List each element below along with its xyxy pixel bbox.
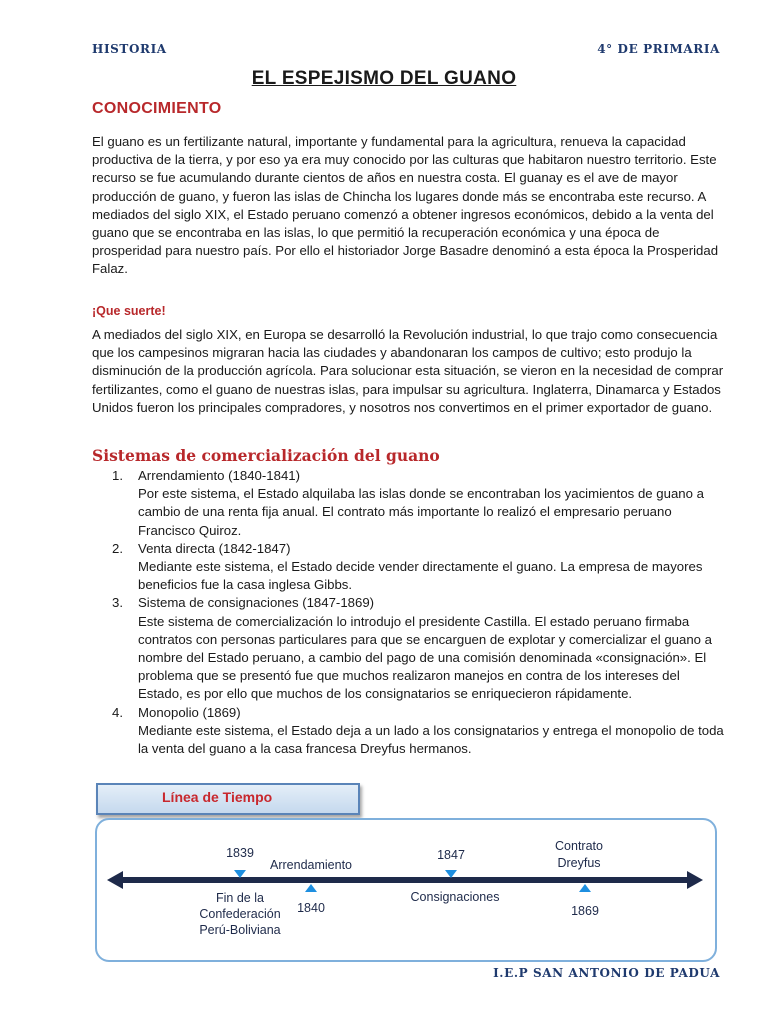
- list-item-number: 2.: [112, 540, 123, 556]
- systems-list: [112, 467, 726, 758]
- list-item: [112, 594, 726, 703]
- label-confederacion: Confederación: [199, 907, 281, 921]
- list-item-text: Mediante este sistema, el Estado decide vender directamente el guano. La empresa de mayores beneficios fue la casa inglesa Gibbs.: [138, 559, 703, 593]
- page-title: EL ESPEJISMO DEL GUANO: [251, 68, 517, 89]
- list-item-title: Venta directa (1842-1847): [138, 540, 291, 556]
- label-arrendamiento: Arrendamiento: [270, 858, 352, 872]
- year-1839: 1839: [226, 846, 254, 860]
- list-item-title: Monopolio (1869): [138, 704, 241, 720]
- timeline-arrow-left: [107, 871, 123, 889]
- timeline-panel: [95, 818, 717, 962]
- label-dreyfus: Dreyfus: [557, 856, 601, 870]
- timeline-arrow-right: [687, 871, 703, 889]
- intro-paragraph: El guano es un fertilizante natural, importante y fundamental para la agricultura, renueva la capacidad productiva de la tierra, y por eso ya era muy conocido por las culturas que habitaron nuestro territorio. Este recurso se fue acumulando durante cientos de años en nuestra costa. El guanay es el ave de mayor producción de guano, y fueron las islas de Chincha los lugares donde más se encontraba este recurso. A mediados del siglo XIX, el Estado peruano comenzó a obtener ingresos económicos, debido a la venta del guano que se encontraba en las islas, lo que permitió la recuperación económica y una época de prosperidad para nuestro país. Por ello el historiador Jorge Basadre denominó a esta época la Prosperidad Falaz.: [92, 134, 719, 277]
- section-heading-sistemas: Sistemas de comercialización del guano: [92, 446, 440, 465]
- marker-1840: [305, 884, 317, 892]
- timeline-title-box: [96, 783, 360, 815]
- list-item-text: Por este sistema, el Estado alquilaba las islas donde se encontraban los yacimientos de guano a cambio de una renta fija anual. El contrato más importante lo realizó el empresario peruano Francisco Quiroz.: [138, 486, 704, 538]
- list-item-number: 1.: [112, 468, 123, 483]
- marker-1869: [579, 884, 591, 892]
- year-1840: 1840: [297, 901, 325, 915]
- list-item: [112, 704, 726, 759]
- label-contrato: Contrato: [555, 839, 603, 853]
- list-item-number: 4.: [112, 704, 123, 720]
- marker-1847: [445, 870, 457, 878]
- revolution-paragraph: A mediados del siglo XIX, en Europa se desarrolló la Revolución industrial, lo que trajo como consecuencia que los campesinos migraran hacia las ciudades y abandonaran los campos de cultivo; esto produjo la disminución de la producción agrícola. Para solucionar esta situación, se vieron en la necesidad de comprar fertilizantes, como el guano de nuestras islas, para impulsar su agricultura. Inglaterra, Dinamarca y Estados Unidos fueron los principales compradores, y nosotros nos convertimos en el primer exportador de guano.: [92, 327, 724, 415]
- label-fin-de-la: Fin de la: [216, 891, 264, 905]
- label-peru-boliviana: Perú-Boliviana: [199, 923, 281, 937]
- list-item-text: Este sistema de comercialización lo introdujo el presidente Castilla. El estado peruano firmaba contratos con personas particulares para que se encarguen de explotar y comercializar el guano a nombre del Estado peruano, a cambio del pago de una comisión denominada «consignación». El problema que se presentó fue que muchos realizaron manejos en contra de los intereses del Estado, es por ello que muchos de los consignatarios se enriquecieron rápidamente.: [138, 613, 712, 702]
- marker-1839: [234, 870, 246, 878]
- subheading-que-suerte: ¡Que suerte!: [92, 304, 166, 318]
- year-1847: 1847: [437, 848, 465, 862]
- list-item-text: Mediante este sistema, el Estado deja a un lado a los consignatarios y entrega el monopolio de toda la venta del guano a la casa francesa Dreyfus hermanos.: [138, 722, 724, 757]
- list-item-number: 3.: [112, 595, 123, 611]
- timeline-diagram: [97, 820, 715, 960]
- list-item-title: Sistema de consignaciones (1847-1869): [138, 595, 375, 611]
- list-item: [112, 467, 726, 540]
- header-subject: HISTORIA: [92, 42, 167, 56]
- list-item-title: Arrendamiento (1840-1841): [138, 468, 301, 483]
- section-heading-conocimiento: CONOCIMIENTO: [92, 100, 222, 117]
- label-consignaciones: Consignaciones: [410, 890, 500, 904]
- timeline-title: Línea de Tiempo: [162, 789, 273, 805]
- header-grade: 4° DE PRIMARIA: [597, 42, 720, 56]
- year-1869: 1869: [571, 904, 599, 918]
- list-item: [112, 540, 726, 595]
- footer-school: I.E.P SAN ANTONIO DE PADUA: [493, 966, 720, 980]
